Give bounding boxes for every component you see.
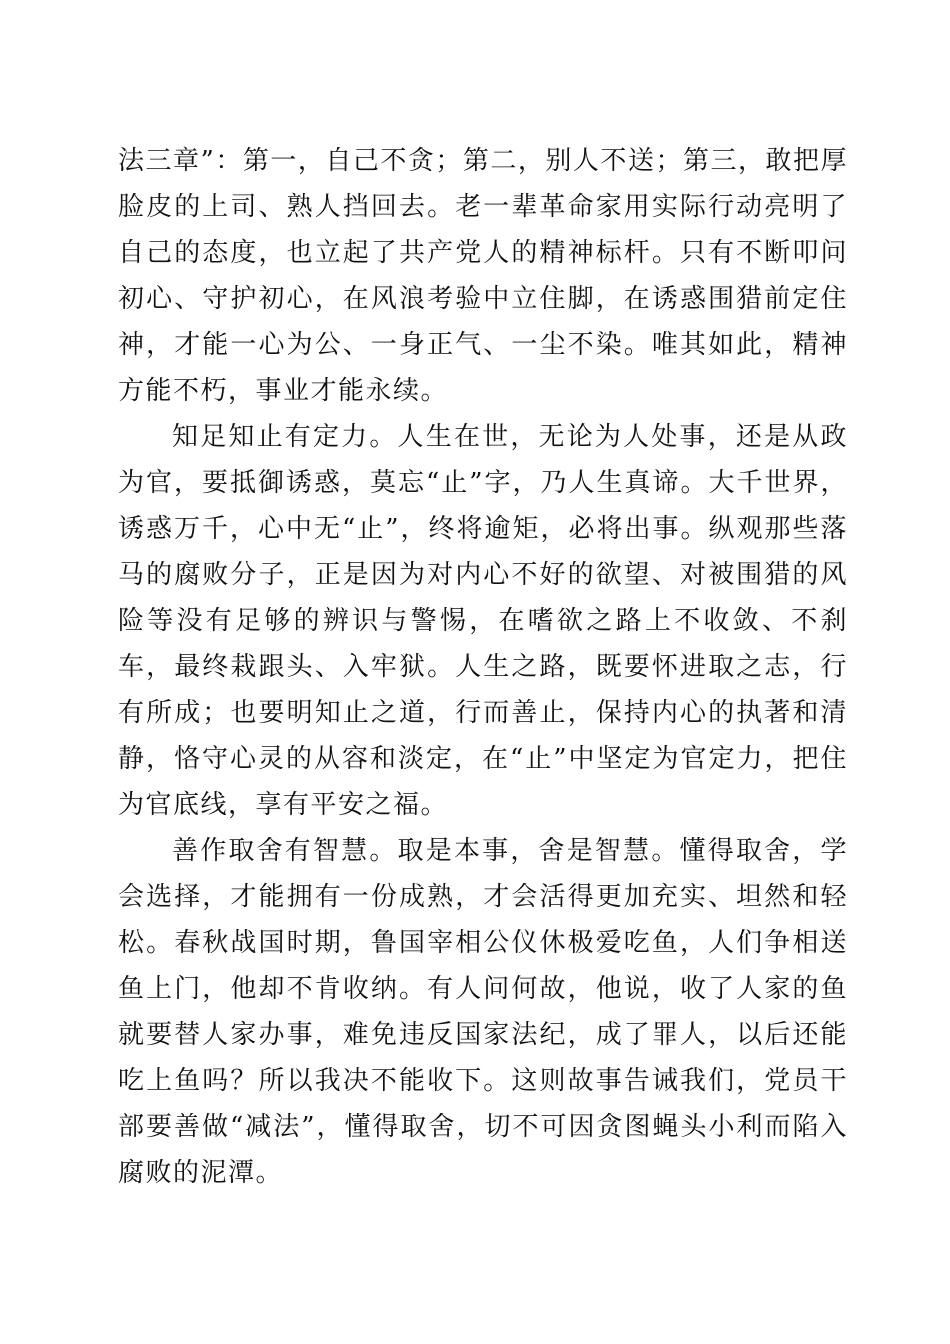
document-body: [118, 138, 848, 1196]
paragraph-contentment-and-restraint: 知足知止有定力。人生在世，无论为人处事，还是从政为官，要抵御诱惑，莫忘“止”字，乃人生真谛。大千世界，诱惑万千，心中无“止”，终将逾矩，必将出事。纵观那些落马的腐败分子，正是因为对内心不好的欲望、对被围猎的风险等没有足够的辨识与警惕，在嗜欲之路上不收敛、不刹车，最终栽跟头、入牢狱。人生之路，既要怀进取之志，行有所成；也要明知止之道，行而善止，保持内心的执著和清静，恪守心灵的从容和淡定，在“止”中坚定为官定力，把住为官底线，享有平安之福。: [118, 422, 848, 820]
paragraph-continuation: 法三章”：第一，自己不贪；第二，别人不送；第三，敢把厚脸皮的上司、熟人挡回去。老一辈革命家用实际行动亮明了自己的态度，也立起了共产党人的精神标杆。只有不断叩问初心、守护初心，在风浪考验中立住脚，在诱惑围猎前定住神，才能一心为公、一身正气、一尘不染。唯其如此，精神方能不朽，事业才能永续。: [118, 146, 848, 406]
paragraph-wisdom-of-choice: 善作取舍有智慧。取是本事，舍是智慧。懂得取舍，学会选择，才能拥有一份成熟，才会活得更加充实、坦然和轻松。春秋战国时期，鲁国宰相公仪休极爱吃鱼，人们争相送鱼上门，他却不肯收纳。有人问何故，他说，收了人家的鱼就要替人家办事，难免违反国家法纪，成了罪人，以后还能吃上鱼吗？所以我决不能收下。这则故事告诫我们，党员干部要善做“减法”，懂得取舍，切不可因贪图蝇头小利而陷入腐败的泥潭。: [118, 836, 848, 1188]
